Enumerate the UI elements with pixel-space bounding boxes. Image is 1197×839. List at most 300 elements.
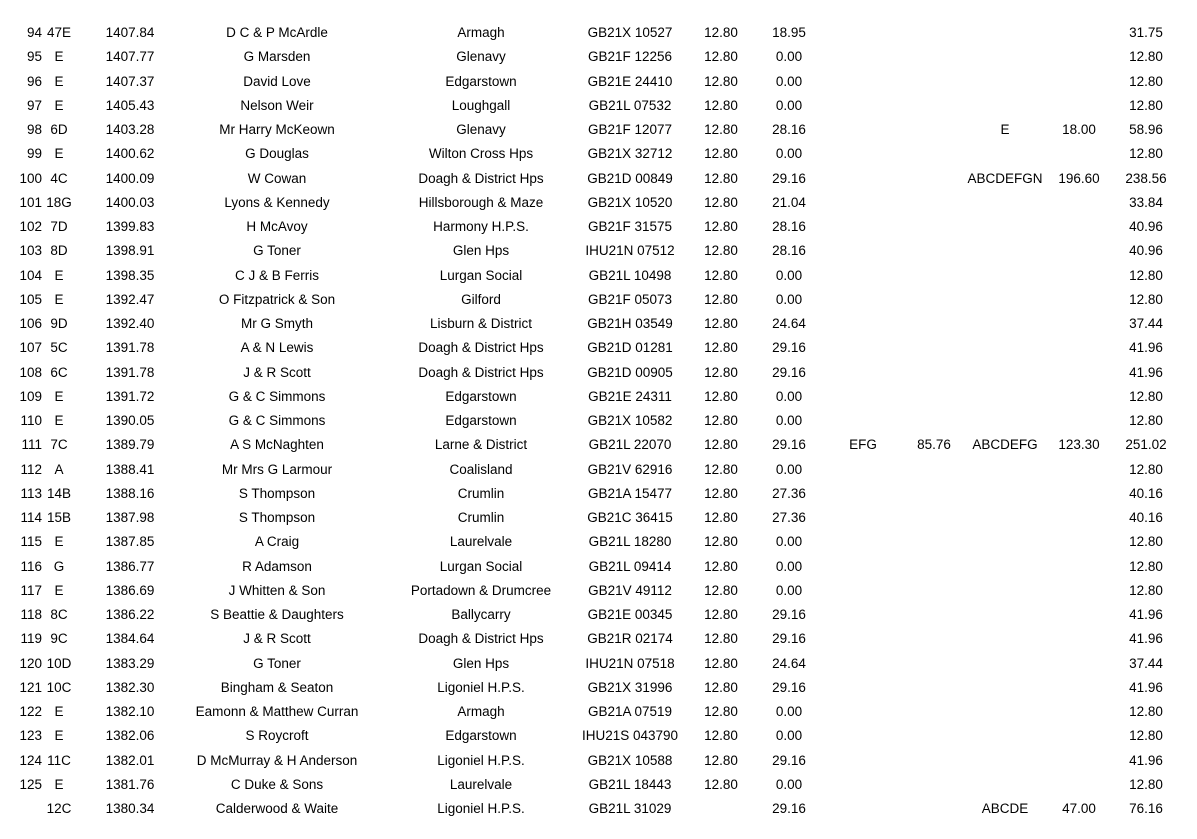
pool1-code-cell xyxy=(840,264,886,288)
entry-fee-cell: 12.80 xyxy=(704,49,738,65)
club-cell: Glen Hps xyxy=(452,655,510,671)
total-cell: 12.80 xyxy=(1129,704,1163,719)
position-cell: 108 xyxy=(19,364,42,380)
prize-cell: 29.16 xyxy=(772,801,806,816)
entry-fee-cell: 12.80 xyxy=(704,461,738,477)
fancier-name-cell: G & C Simmons xyxy=(228,388,326,404)
pool2-code-cell xyxy=(960,239,1050,263)
total-cell: 41.96 xyxy=(1129,364,1163,380)
pool2-winnings-cell xyxy=(1050,288,1108,312)
table-row xyxy=(0,676,1197,700)
fancier-name-cell: G Toner xyxy=(253,243,301,259)
entry-fee-cell: 12.80 xyxy=(704,679,738,695)
pool1-code-cell xyxy=(840,579,886,603)
pool1-code-cell xyxy=(840,530,886,554)
ring-code-cell: 10C xyxy=(46,679,72,695)
velocity-cell: 1388.16 xyxy=(105,485,155,501)
club-cell: Laurelvale xyxy=(449,534,513,550)
club-cell: Doagh & District Hps xyxy=(418,364,544,380)
pool1-code-cell xyxy=(840,312,886,336)
fancier-name-cell: S Thompson xyxy=(238,510,316,525)
ring-code-cell: 14B xyxy=(46,485,72,501)
pool2-winnings-cell: 47.00 xyxy=(1062,801,1096,816)
club-cell: Crumlin xyxy=(457,485,505,501)
pool2-code-cell xyxy=(960,749,1050,773)
entry-fee-cell: 12.80 xyxy=(704,704,738,719)
fancier-name-cell: Lyons & Kennedy xyxy=(224,194,330,210)
pool1-winnings-cell xyxy=(908,361,960,385)
table-row xyxy=(0,530,1197,554)
pool1-code-cell xyxy=(840,676,886,700)
ring-code-cell: E xyxy=(54,97,64,113)
prize-cell: 29.16 xyxy=(772,364,806,380)
position-cell: 123 xyxy=(19,728,42,744)
pool2-winnings-cell: 196.60 xyxy=(1058,170,1100,186)
prize-cell: 0.00 xyxy=(775,291,803,307)
velocity-cell: 1392.47 xyxy=(105,291,155,307)
pool2-winnings-cell: 123.30 xyxy=(1058,437,1100,453)
pool2-winnings-cell xyxy=(1050,603,1108,627)
fancier-name-cell: A Craig xyxy=(254,534,300,550)
table-row xyxy=(0,336,1197,360)
prize-cell: 0.00 xyxy=(775,73,803,89)
pool2-winnings-cell xyxy=(1050,724,1108,748)
pool1-winnings-cell xyxy=(908,191,960,215)
ring-number-cell: GB21H 03549 xyxy=(587,316,673,331)
ring-number-cell: GB21X 31996 xyxy=(587,679,673,695)
ring-number-cell: GB21E 24410 xyxy=(587,73,673,89)
prize-cell: 0.00 xyxy=(775,267,803,283)
total-cell: 12.80 xyxy=(1129,461,1163,477)
entry-fee-cell: 12.80 xyxy=(704,510,738,525)
club-cell: Edgarstown xyxy=(445,388,517,404)
fancier-name-cell: C Duke & Sons xyxy=(230,776,324,792)
ring-number-cell: GB21X 10588 xyxy=(587,752,673,768)
pool1-code-cell xyxy=(840,239,886,263)
pool2-code-cell: ABCDE xyxy=(981,801,1029,816)
pool2-code-cell: ABCDEFG xyxy=(972,437,1038,453)
velocity-cell: 1382.01 xyxy=(105,752,155,768)
total-cell: 31.75 xyxy=(1129,25,1163,40)
ring-number-cell: GB21L 09414 xyxy=(588,558,672,574)
position-cell: 116 xyxy=(20,558,42,574)
prize-cell: 0.00 xyxy=(775,728,803,744)
pool1-winnings-cell xyxy=(908,458,960,482)
entry-fee-cell: 12.80 xyxy=(704,364,738,380)
ring-number-cell: GB21L 31029 xyxy=(588,801,672,816)
ring-code-cell: 6C xyxy=(50,364,68,380)
club-cell: Glenavy xyxy=(456,49,506,65)
position-cell: 107 xyxy=(19,340,42,356)
total-cell: 41.96 xyxy=(1129,679,1163,695)
velocity-cell: 1400.09 xyxy=(105,170,155,186)
ring-number-cell: GB21X 10520 xyxy=(587,194,673,210)
ring-number-cell: GB21L 18280 xyxy=(588,534,672,550)
total-cell: 12.80 xyxy=(1129,267,1163,283)
prize-cell: 27.36 xyxy=(772,510,806,525)
position-cell: 120 xyxy=(19,655,42,671)
pool2-winnings-cell xyxy=(1050,21,1108,45)
entry-fee-cell: 12.80 xyxy=(704,776,738,792)
club-cell: Loughgall xyxy=(451,97,511,113)
club-cell: Gilford xyxy=(461,291,501,307)
fancier-name-cell: S Thompson xyxy=(238,485,316,501)
pool1-winnings-cell xyxy=(908,70,960,94)
ring-code-cell: 9C xyxy=(50,631,68,647)
velocity-cell: 1384.64 xyxy=(105,631,155,647)
pool1-winnings-cell xyxy=(908,773,960,797)
prize-cell: 29.16 xyxy=(772,752,806,768)
ring-number-cell: GB21X 32712 xyxy=(587,146,673,162)
club-cell: Doagh & District Hps xyxy=(418,340,544,356)
pool2-code-cell xyxy=(960,627,1050,651)
position-cell: 121 xyxy=(19,679,42,695)
table-row xyxy=(0,21,1197,45)
fancier-name-cell: J & R Scott xyxy=(243,364,311,380)
pool1-winnings-cell xyxy=(908,579,960,603)
club-cell: Edgarstown xyxy=(445,73,517,89)
pool2-code-cell: E xyxy=(1000,122,1010,137)
pool1-code-cell xyxy=(840,555,886,579)
ring-number-cell: GB21L 18443 xyxy=(588,776,672,792)
pool1-winnings-cell xyxy=(908,142,960,166)
ring-number-cell: GB21R 02174 xyxy=(587,631,673,647)
fancier-name-cell: W Cowan xyxy=(247,170,307,186)
club-cell: Crumlin xyxy=(457,510,505,525)
total-cell: 12.80 xyxy=(1129,49,1163,65)
position-cell: 103 xyxy=(19,243,42,259)
pool1-code-cell xyxy=(840,627,886,651)
pool1-winnings-cell xyxy=(908,676,960,700)
total-cell: 41.96 xyxy=(1129,607,1163,622)
ring-number-cell: GB21F 05073 xyxy=(587,291,673,307)
total-cell: 41.96 xyxy=(1129,340,1163,356)
ring-number-cell: GB21X 10582 xyxy=(587,413,673,428)
pool2-winnings-cell xyxy=(1050,555,1108,579)
position-cell: 117 xyxy=(20,582,42,598)
position-cell: 112 xyxy=(20,461,42,477)
pool1-code-cell xyxy=(840,506,886,530)
entry-fee-cell: 12.80 xyxy=(704,25,738,40)
velocity-cell: 1391.78 xyxy=(105,364,155,380)
entry-fee-cell: 12.80 xyxy=(704,752,738,768)
velocity-cell: 1387.85 xyxy=(105,534,155,550)
total-cell: 12.80 xyxy=(1129,558,1163,574)
entry-fee-cell: 12.80 xyxy=(704,146,738,162)
pool1-code-cell xyxy=(840,724,886,748)
table-row xyxy=(0,749,1197,773)
ring-code-cell: E xyxy=(54,146,64,162)
velocity-cell: 1398.35 xyxy=(105,267,155,283)
ring-code-cell: 18G xyxy=(46,194,72,210)
ring-number-cell: GB21L 22070 xyxy=(588,437,672,453)
entry-fee-cell: 12.80 xyxy=(704,558,738,574)
pool1-winnings-cell xyxy=(908,94,960,118)
table-row xyxy=(0,70,1197,94)
pool1-code-cell xyxy=(840,167,886,191)
pool2-code-cell xyxy=(960,530,1050,554)
ring-code-cell: E xyxy=(54,49,64,65)
pool1-winnings-cell xyxy=(908,749,960,773)
table-row xyxy=(0,773,1197,797)
table-row xyxy=(0,797,1197,821)
table-row xyxy=(0,433,1197,457)
fancier-name-cell: S Beattie & Daughters xyxy=(210,607,344,622)
position-cell: 96 xyxy=(26,73,42,89)
velocity-cell: 1380.34 xyxy=(105,801,155,816)
pool2-winnings-cell xyxy=(1050,627,1108,651)
total-cell: 12.80 xyxy=(1129,534,1163,550)
club-cell: Lisburn & District xyxy=(429,316,533,331)
fancier-name-cell: D McMurray & H Anderson xyxy=(196,752,358,768)
club-cell: Doagh & District Hps xyxy=(418,631,544,647)
ring-number-cell: GB21D 00849 xyxy=(587,170,673,186)
pool2-code-cell xyxy=(960,70,1050,94)
prize-cell: 24.64 xyxy=(772,316,806,331)
velocity-cell: 1400.03 xyxy=(105,194,155,210)
pool2-winnings-cell xyxy=(1050,385,1108,409)
pool2-code-cell xyxy=(960,385,1050,409)
velocity-cell: 1407.37 xyxy=(105,73,155,89)
pool2-code-cell xyxy=(960,21,1050,45)
position-cell: 100 xyxy=(19,170,42,186)
pool1-code-cell xyxy=(840,215,886,239)
pool1-winnings-cell xyxy=(908,264,960,288)
pool2-winnings-cell xyxy=(1050,773,1108,797)
fancier-name-cell: J Whitten & Son xyxy=(228,582,326,598)
club-cell: Edgarstown xyxy=(445,413,517,428)
position-cell: 125 xyxy=(19,776,42,792)
pool1-winnings-cell xyxy=(908,385,960,409)
pool2-winnings-cell xyxy=(1050,361,1108,385)
pool1-code-cell xyxy=(840,603,886,627)
pool1-winnings-cell xyxy=(908,652,960,676)
velocity-cell: 1382.10 xyxy=(105,704,155,719)
pool1-code-cell xyxy=(840,458,886,482)
pool1-code-cell xyxy=(840,191,886,215)
entry-fee-cell: 12.80 xyxy=(704,291,738,307)
ring-code-cell: 9D xyxy=(50,316,68,331)
pool2-code-cell xyxy=(960,458,1050,482)
pool2-code-cell xyxy=(960,409,1050,433)
pool1-winnings-cell xyxy=(908,700,960,724)
table-row xyxy=(0,555,1197,579)
pool2-winnings-cell xyxy=(1050,239,1108,263)
fancier-name-cell: O Fitzpatrick & Son xyxy=(218,291,336,307)
velocity-cell: 1407.77 xyxy=(105,49,155,65)
table-row xyxy=(0,142,1197,166)
pool2-winnings-cell xyxy=(1050,142,1108,166)
pool2-code-cell xyxy=(960,579,1050,603)
velocity-cell: 1399.83 xyxy=(105,219,155,234)
prize-cell: 29.16 xyxy=(772,679,806,695)
prize-cell: 0.00 xyxy=(775,388,803,404)
entry-fee-cell: 12.80 xyxy=(704,170,738,186)
club-cell: Edgarstown xyxy=(445,728,517,744)
entry-fee-cell: 12.80 xyxy=(704,340,738,356)
pool1-code-cell xyxy=(840,94,886,118)
club-cell: Ligoniel H.P.S. xyxy=(437,752,525,768)
entry-fee-cell: 12.80 xyxy=(704,534,738,550)
ring-code-cell: 7C xyxy=(50,437,68,453)
ring-number-cell: GB21D 01281 xyxy=(587,340,673,356)
pool1-winnings-cell xyxy=(908,603,960,627)
club-cell: Harmony H.P.S. xyxy=(433,219,529,234)
table-row xyxy=(0,603,1197,627)
fancier-name-cell: J & R Scott xyxy=(243,631,311,647)
velocity-cell: 1381.76 xyxy=(105,776,155,792)
entry-fee-cell: 12.80 xyxy=(704,219,738,234)
pool1-winnings-cell xyxy=(908,118,960,142)
pool2-winnings-cell xyxy=(1050,191,1108,215)
ring-code-cell: E xyxy=(54,267,64,283)
ring-code-cell: E xyxy=(54,704,64,719)
pool1-code-cell xyxy=(840,118,886,142)
prize-cell: 0.00 xyxy=(775,776,803,792)
velocity-cell: 1383.29 xyxy=(105,655,155,671)
pool1-code-cell xyxy=(840,700,886,724)
total-cell: 40.16 xyxy=(1129,510,1163,525)
pool2-code-cell xyxy=(960,215,1050,239)
pool2-winnings-cell xyxy=(1050,749,1108,773)
velocity-cell: 1398.91 xyxy=(105,243,155,259)
club-cell: Wilton Cross Hps xyxy=(428,146,534,162)
pool2-code-cell xyxy=(960,700,1050,724)
entry-fee-cell xyxy=(696,797,746,821)
fancier-name-cell: D C & P McArdle xyxy=(226,25,328,40)
fancier-name-cell: C J & B Ferris xyxy=(234,267,319,283)
table-row xyxy=(0,409,1197,433)
fancier-name-cell: Mr Harry McKeown xyxy=(219,122,335,137)
club-cell: Ligoniel H.P.S. xyxy=(437,679,525,695)
table-row xyxy=(0,167,1197,191)
position-cell: 122 xyxy=(19,704,42,719)
pool2-code-cell xyxy=(960,555,1050,579)
total-cell: 37.44 xyxy=(1129,655,1163,671)
prize-cell: 28.16 xyxy=(772,219,806,234)
pool2-winnings-cell xyxy=(1050,530,1108,554)
entry-fee-cell: 12.80 xyxy=(704,97,738,113)
fancier-name-cell: G Marsden xyxy=(243,49,311,65)
total-cell: 76.16 xyxy=(1129,801,1163,816)
prize-cell: 28.16 xyxy=(772,122,806,137)
position-cell: 118 xyxy=(20,607,42,622)
ring-code-cell: 7D xyxy=(50,219,68,234)
pool1-code-cell xyxy=(840,70,886,94)
entry-fee-cell: 12.80 xyxy=(704,122,738,137)
ring-code-cell: A xyxy=(54,461,64,477)
club-cell: Hillsborough & Maze xyxy=(418,194,544,210)
position-cell: 111 xyxy=(21,437,42,453)
pool2-winnings-cell xyxy=(1050,458,1108,482)
pool1-code-cell xyxy=(840,385,886,409)
ring-number-cell: GB21A 15477 xyxy=(587,485,673,501)
pool1-winnings-cell xyxy=(908,45,960,69)
pool1-code-cell xyxy=(840,21,886,45)
club-cell: Ballycarry xyxy=(451,607,511,622)
total-cell: 40.96 xyxy=(1129,243,1163,259)
fancier-name-cell: S Roycroft xyxy=(245,728,309,744)
entry-fee-cell: 12.80 xyxy=(704,607,738,622)
club-cell: Ligoniel H.P.S. xyxy=(437,801,525,816)
entry-fee-cell: 12.80 xyxy=(704,485,738,501)
pool2-winnings-cell xyxy=(1050,70,1108,94)
entry-fee-cell: 12.80 xyxy=(704,655,738,671)
position-cell: 102 xyxy=(19,219,42,234)
entry-fee-cell: 12.80 xyxy=(704,316,738,331)
entry-fee-cell: 12.80 xyxy=(704,267,738,283)
pool2-winnings-cell xyxy=(1050,215,1108,239)
pool2-winnings-cell: 18.00 xyxy=(1062,122,1096,137)
ring-code-cell: 8C xyxy=(50,607,68,622)
pool2-winnings-cell xyxy=(1050,264,1108,288)
ring-code-cell: E xyxy=(54,582,64,598)
ring-code-cell: 47E xyxy=(46,25,72,40)
pool1-winnings-cell xyxy=(908,627,960,651)
velocity-cell: 1392.40 xyxy=(105,316,155,331)
total-cell: 40.16 xyxy=(1129,485,1163,501)
position-cell: 119 xyxy=(20,631,42,647)
pool1-winnings-cell xyxy=(908,797,960,821)
total-cell: 12.80 xyxy=(1129,388,1163,404)
pool2-code-cell: ABCDEFGN xyxy=(967,170,1043,186)
position-cell: 104 xyxy=(19,267,42,283)
club-cell: Doagh & District Hps xyxy=(418,170,544,186)
ring-number-cell: GB21F 12256 xyxy=(587,49,673,65)
total-cell: 251.02 xyxy=(1125,437,1167,453)
prize-cell: 0.00 xyxy=(775,704,803,719)
pool1-code-cell xyxy=(840,45,886,69)
ring-code-cell: E xyxy=(54,291,64,307)
ring-number-cell: GB21A 07519 xyxy=(587,704,673,719)
total-cell: 12.80 xyxy=(1129,97,1163,113)
position-cell: 113 xyxy=(20,485,42,501)
ring-code-cell: E xyxy=(54,728,64,744)
table-row xyxy=(0,239,1197,263)
entry-fee-cell: 12.80 xyxy=(704,388,738,404)
position-cell: 106 xyxy=(19,316,42,331)
position-cell: 94 xyxy=(26,25,42,40)
pool2-winnings-cell xyxy=(1050,94,1108,118)
prize-cell: 0.00 xyxy=(775,558,803,574)
prize-cell: 27.36 xyxy=(772,485,806,501)
ring-code-cell: E xyxy=(54,73,64,89)
velocity-cell: 1388.41 xyxy=(105,461,155,477)
table-row xyxy=(0,215,1197,239)
velocity-cell: 1403.28 xyxy=(105,122,155,137)
total-cell: 41.96 xyxy=(1129,752,1163,768)
total-cell: 12.80 xyxy=(1129,413,1163,428)
ring-code-cell: 11C xyxy=(47,752,71,768)
ring-number-cell: GB21L 07532 xyxy=(588,97,672,113)
total-cell: 12.80 xyxy=(1129,728,1163,744)
pool1-winnings-cell: 85.76 xyxy=(917,437,951,453)
position-cell: 124 xyxy=(19,752,42,768)
table-row xyxy=(0,94,1197,118)
pool2-code-cell xyxy=(960,191,1050,215)
pool2-winnings-cell xyxy=(1050,336,1108,360)
ring-code-cell: 6D xyxy=(50,122,68,137)
club-cell: Armagh xyxy=(457,704,505,719)
total-cell: 12.80 xyxy=(1129,146,1163,162)
table-row xyxy=(0,627,1197,651)
position-cell: 110 xyxy=(20,413,42,428)
pool1-winnings-cell xyxy=(908,312,960,336)
velocity-cell: 1391.72 xyxy=(105,388,155,404)
ring-number-cell: GB21D 00905 xyxy=(587,364,673,380)
ring-code-cell: E xyxy=(54,534,64,550)
total-cell: 37.44 xyxy=(1129,316,1163,331)
